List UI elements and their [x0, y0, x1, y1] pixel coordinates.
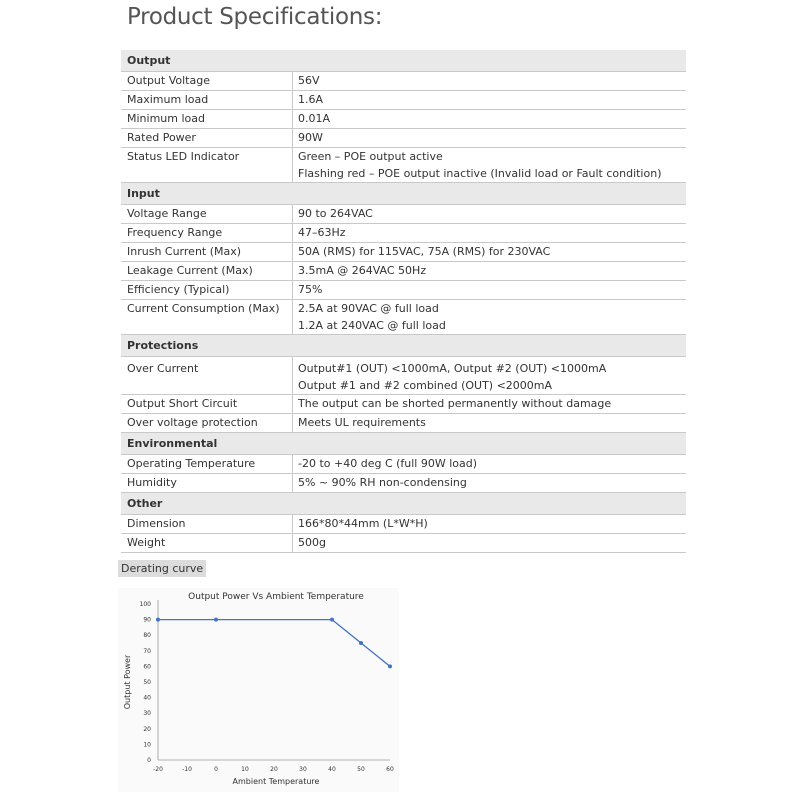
y-tick-label: 0	[147, 757, 151, 764]
spec-row	[121, 455, 686, 474]
spec-row	[121, 224, 686, 243]
x-tick-label: 40	[328, 766, 336, 773]
spec-value	[293, 455, 687, 474]
spec-row	[121, 148, 686, 183]
spec-value	[293, 534, 687, 553]
spec-value-line: Flashing red – POE output inactive (Invalid load or Fault condition)	[298, 167, 662, 180]
x-tick-label: 50	[357, 766, 365, 773]
spec-row	[121, 129, 686, 148]
y-tick-label: 40	[143, 694, 151, 702]
y-tick-label: 50	[143, 679, 151, 686]
section-header-row	[121, 50, 686, 72]
spec-row	[121, 281, 686, 300]
spec-value-line: 5% ~ 90% RH non-condensing	[298, 476, 467, 489]
spec-value-line: Meets UL requirements	[298, 416, 426, 429]
spec-row	[121, 515, 686, 534]
spec-value-line: 56V	[298, 74, 320, 87]
x-axis-title: Ambient Temperature	[232, 777, 320, 786]
spec-value	[293, 357, 687, 395]
spec-value-line: 90 to 264VAC	[298, 207, 373, 220]
x-tick-label: 30	[299, 766, 307, 773]
data-point	[388, 664, 392, 668]
spec-value	[293, 474, 687, 493]
y-tick-label: 70	[143, 647, 151, 655]
section-header-row	[121, 433, 686, 455]
data-point	[156, 618, 160, 622]
section-heading: Input	[121, 183, 686, 205]
spec-label: Maximum load	[121, 91, 293, 110]
x-tick-label: 60	[386, 766, 394, 773]
spec-value-line: 50A (RMS) for 115VAC, 75A (RMS) for 230VAC	[298, 245, 551, 258]
spec-row	[121, 357, 686, 395]
x-tick-label: 10	[241, 766, 249, 773]
section-heading: Output	[121, 50, 686, 72]
spec-value	[293, 262, 687, 281]
spec-row	[121, 91, 686, 110]
spec-value-line: -20 to +40 deg C (full 90W load)	[298, 457, 478, 470]
spec-value	[293, 148, 687, 183]
section-heading: Other	[121, 493, 686, 515]
data-point	[359, 641, 363, 645]
spec-label: Current Consumption (Max)	[121, 300, 293, 335]
chart-title: Output Power Vs Ambient Temperature	[188, 592, 364, 602]
section-header-row	[121, 335, 686, 357]
spec-value-line: Output #1 and #2 combined (OUT) <2000mA	[298, 379, 553, 392]
spec-value	[293, 300, 687, 335]
spec-label: Leakage Current (Max)	[121, 262, 293, 281]
spec-value-line: 75%	[298, 283, 323, 296]
spec-value-line: 3.5mA @ 264VAC 50Hz	[298, 264, 427, 277]
spec-value	[293, 72, 687, 91]
spec-row	[121, 474, 686, 493]
spec-row	[121, 262, 686, 281]
spec-label: Over voltage protection	[121, 414, 293, 433]
spec-label: Voltage Range	[121, 205, 293, 224]
spec-row	[121, 110, 686, 129]
spec-label: Rated Power	[121, 129, 293, 148]
spec-value	[293, 414, 687, 433]
spec-value	[293, 515, 687, 534]
spec-value-line: Output#1 (OUT) <1000mA, Output #2 (OUT) <1000mA	[298, 362, 607, 375]
x-tick-label: 0	[214, 766, 218, 773]
spec-label: Output Short Circuit	[121, 395, 293, 414]
spec-value-line: 500g	[298, 536, 326, 549]
spec-value	[293, 110, 687, 129]
spec-value-line: 47–63Hz	[298, 226, 346, 239]
spec-value	[293, 224, 687, 243]
spec-table	[121, 50, 686, 553]
data-point	[330, 618, 334, 622]
y-tick-label: 90	[143, 616, 151, 624]
spec-label: Status LED Indicator	[121, 148, 293, 183]
y-tick-label: 60	[143, 663, 151, 671]
y-tick-label: 10	[143, 741, 151, 749]
series-line	[158, 620, 390, 667]
spec-label: Output Voltage	[121, 72, 293, 91]
derating-chart	[118, 588, 399, 792]
x-tick-label: -20	[153, 766, 163, 773]
y-tick-label: 20	[143, 725, 151, 733]
derating-chart-svg	[118, 588, 399, 792]
spec-label: Dimension	[121, 515, 293, 534]
spec-value-line: 1.6A	[298, 93, 324, 106]
y-tick-label: 30	[143, 710, 151, 718]
spec-row	[121, 300, 686, 335]
spec-row	[121, 243, 686, 262]
spec-label: Frequency Range	[121, 224, 293, 243]
y-tick-label: 80	[143, 632, 151, 640]
spec-value-line: The output can be shorted permanently without damage	[298, 397, 612, 410]
spec-value	[293, 395, 687, 414]
section-heading: Environmental	[121, 433, 686, 455]
spec-label: Over Current	[121, 357, 293, 395]
data-point	[214, 618, 218, 622]
spec-label: Operating Temperature	[121, 455, 293, 474]
spec-value	[293, 129, 687, 148]
spec-value-line: 2.5A at 90VAC @ full load	[298, 302, 439, 315]
spec-label: Minimum load	[121, 110, 293, 129]
spec-value-line: 1.2A at 240VAC @ full load	[298, 319, 446, 332]
x-tick-label: -10	[182, 766, 192, 773]
spec-value	[293, 281, 687, 300]
spec-row	[121, 395, 686, 414]
spec-value-line: Green – POE output active	[298, 150, 443, 163]
spec-value-line: 90W	[298, 131, 323, 144]
spec-row	[121, 414, 686, 433]
section-heading: Protections	[121, 335, 686, 357]
spec-value	[293, 243, 687, 262]
page-title: Product Specifications:	[127, 4, 383, 30]
derating-curve-label: Derating curve	[118, 560, 206, 577]
spec-value-line: 0.01A	[298, 112, 331, 125]
spec-row	[121, 205, 686, 224]
spec-row	[121, 534, 686, 553]
y-axis-title: Output Power	[123, 654, 132, 710]
x-tick-label: 20	[270, 766, 278, 773]
spec-row	[121, 72, 686, 91]
y-tick-label: 100	[139, 601, 151, 608]
spec-value	[293, 91, 687, 110]
section-header-row	[121, 183, 686, 205]
spec-label: Efficiency (Typical)	[121, 281, 293, 300]
spec-label: Weight	[121, 534, 293, 553]
section-header-row	[121, 493, 686, 515]
spec-label: Inrush Current (Max)	[121, 243, 293, 262]
spec-label: Humidity	[121, 474, 293, 493]
spec-value	[293, 205, 687, 224]
spec-value-line: 166*80*44mm (L*W*H)	[298, 517, 428, 530]
